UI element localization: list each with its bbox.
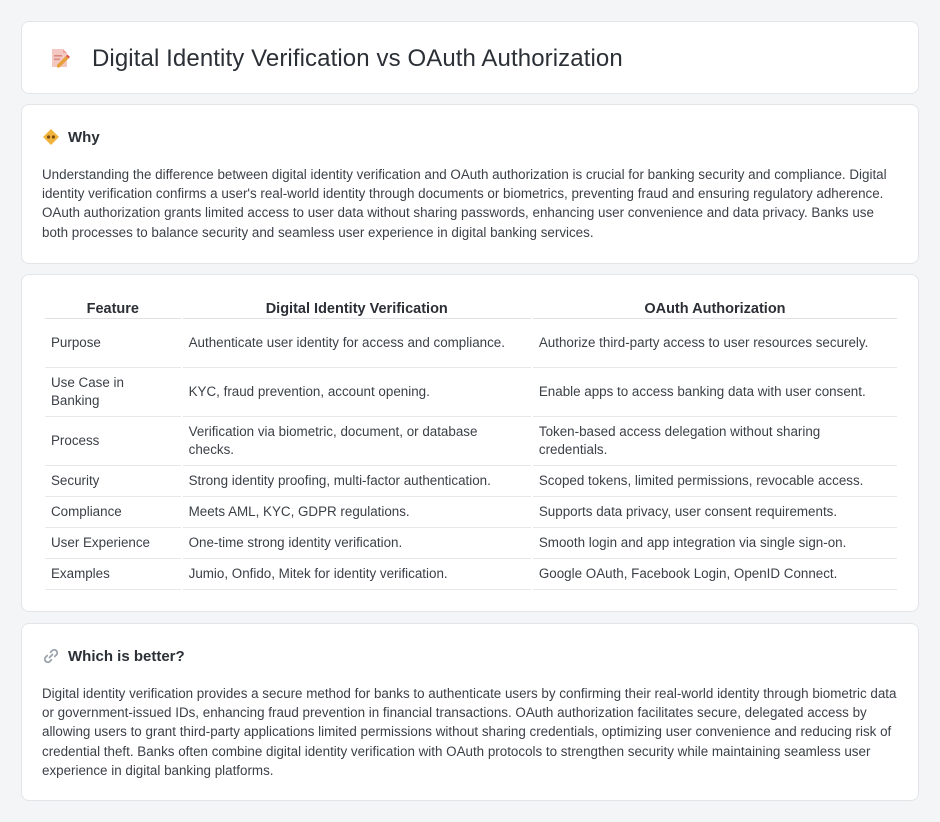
why-heading: Why	[68, 128, 100, 146]
row-oauth: Token-based access delegation without sharing credentials.	[533, 417, 897, 466]
table-row	[45, 528, 897, 559]
table-row	[45, 497, 897, 528]
row-oauth: Google OAuth, Facebook Login, OpenID Connect.	[533, 559, 897, 590]
row-digital-identity: Meets AML, KYC, GDPR regulations.	[183, 497, 531, 528]
row-digital-identity: Verification via biometric, document, or database checks.	[183, 417, 531, 466]
better-heading: Which is better?	[68, 647, 185, 665]
row-digital-identity: Authenticate user identity for access and compliance.	[183, 319, 531, 368]
row-oauth: Supports data privacy, user consent requirements.	[533, 497, 897, 528]
row-feature: User Experience	[45, 528, 181, 559]
which-better-section	[21, 623, 919, 801]
why-text: Understanding the difference between digital identity verification and OAuth authorization is crucial for banking security and compliance. Digital identity verification confirms a user's real-world identity through documents or biometrics, preventing fraud and ensuring regulatory adherence. OAuth authorization grants limited access to user data without sharing passwords, enhancing user convenience and data privacy. Banks use both processes to balance security and seamless user experience in digital banking services.	[42, 167, 887, 240]
why-heading-row	[42, 127, 100, 147]
better-heading-row	[42, 646, 185, 666]
diamond-badge-icon	[42, 128, 60, 146]
table-header-row	[45, 295, 897, 319]
table-row	[45, 417, 897, 466]
row-oauth: Scoped tokens, limited permissions, revocable access.	[533, 466, 897, 497]
comparison-section	[21, 274, 919, 612]
comparison-table	[43, 295, 899, 590]
row-feature: Security	[45, 466, 181, 497]
link-icon	[42, 647, 60, 665]
better-text: Digital identity verification provides a secure method for banks to authenticate users by confirming their real-world identity through biometric data or government-issued IDs, enhancing fraud prevention in financial transactions. OAuth authorization facilitates secure, delegated access by allowing users to grant third-party applications limited permissions without sharing credentials, optimizing user convenience and reducing risk of credential theft. Banks often combine digital identity verification with OAuth protocols to strengthen security while maintaining seamless user experience in digital banking platforms.	[42, 686, 897, 778]
row-feature: Purpose	[45, 319, 181, 368]
row-feature: Compliance	[45, 497, 181, 528]
row-digital-identity: KYC, fraud prevention, account opening.	[183, 368, 531, 417]
row-oauth: Smooth login and app integration via single sign-on.	[533, 528, 897, 559]
why-section	[21, 104, 919, 264]
table-row	[45, 466, 897, 497]
page-title: Digital Identity Verification vs OAuth Authorization	[92, 45, 623, 72]
header-feature: Feature	[45, 295, 181, 319]
table-row	[45, 559, 897, 590]
row-digital-identity: Strong identity proofing, multi-factor authentication.	[183, 466, 531, 497]
header-digital-identity: Digital Identity Verification	[183, 295, 531, 319]
table-row	[45, 319, 897, 368]
row-feature: Examples	[45, 559, 181, 590]
row-feature: Use Case in Banking	[45, 368, 181, 417]
row-digital-identity: Jumio, Onfido, Mitek for identity verification.	[183, 559, 531, 590]
header-oauth: OAuth Authorization	[533, 295, 897, 319]
document-pen-icon	[48, 46, 72, 70]
row-oauth: Enable apps to access banking data with user consent.	[533, 368, 897, 417]
row-feature: Process	[45, 417, 181, 466]
row-digital-identity: One-time strong identity verification.	[183, 528, 531, 559]
row-oauth: Authorize third-party access to user resources securely.	[533, 319, 897, 368]
table-row	[45, 368, 897, 417]
title-card	[21, 21, 919, 94]
